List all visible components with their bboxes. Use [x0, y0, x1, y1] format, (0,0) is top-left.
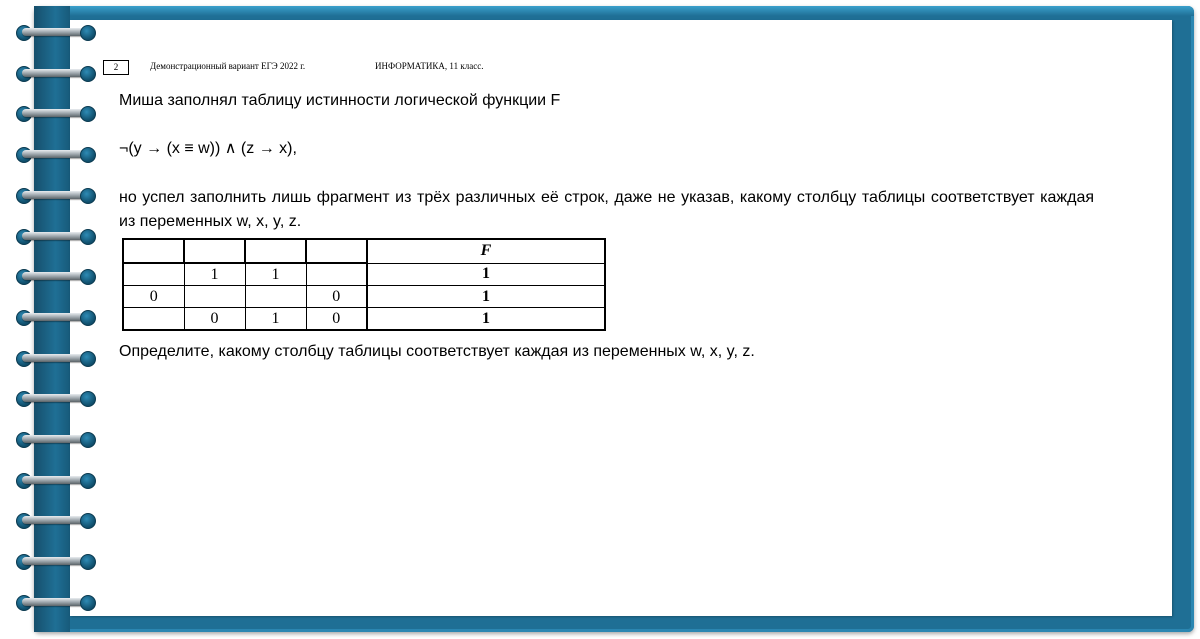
spiral-ring [16, 147, 94, 161]
truth-table-header-row [123, 239, 605, 263]
table-cell: 0 [123, 286, 184, 308]
spiral-ring [16, 106, 94, 120]
table-cell-f: 1 [367, 286, 605, 308]
page-number: 2 [103, 60, 129, 75]
header-subject: ИНФОРМАТИКА, 11 класс. [375, 61, 484, 71]
task-description: но успел заполнить лишь фрагмент из трёх различных её строк, даже не указав, какому столбцу таблицы соответствует каждая из переменных w, x, y, z. [119, 189, 1094, 230]
spiral-ring [16, 351, 94, 365]
header-cell [123, 239, 184, 263]
table-row [123, 263, 605, 286]
table-cell: 1 [184, 263, 245, 286]
spiral-ring [16, 269, 94, 283]
table-cell: 1 [245, 263, 306, 286]
task-intro: Миша заполнял таблицу истинности логической функции F [119, 92, 561, 109]
spiral-ring [16, 432, 94, 446]
table-cell-f: 1 [367, 263, 605, 286]
table-cell: 0 [306, 286, 367, 308]
spiral-ring [16, 554, 94, 568]
spiral-ring [16, 66, 94, 80]
table-row [123, 308, 605, 331]
spiral-ring [16, 310, 94, 324]
table-row [123, 286, 605, 308]
table-cell [123, 263, 184, 286]
task-formula: ¬(y → (x ≡ w)) ∧ (z → x), [119, 140, 297, 157]
table-cell: 0 [306, 308, 367, 331]
spiral-ring [16, 513, 94, 527]
header-cell [306, 239, 367, 263]
header-cell-f: F [367, 239, 605, 263]
spiral-ring [16, 391, 94, 405]
header-exam-title: Демонстрационный вариант ЕГЭ 2022 г. [150, 61, 306, 71]
spiral-ring [16, 229, 94, 243]
spiral-ring [16, 595, 94, 609]
truth-table [122, 238, 606, 331]
header-cell [184, 239, 245, 263]
table-cell [306, 263, 367, 286]
table-cell [123, 308, 184, 331]
task-question: Определите, какому столбцу таблицы соответствует каждая из переменных w, x, y, z. [119, 343, 755, 360]
table-cell: 0 [184, 308, 245, 331]
table-cell-f: 1 [367, 308, 605, 331]
header-cell [245, 239, 306, 263]
table-cell: 1 [245, 308, 306, 331]
spiral-ring [16, 473, 94, 487]
table-cell [184, 286, 245, 308]
table-cell [245, 286, 306, 308]
spiral-ring [16, 188, 94, 202]
spiral-ring [16, 25, 94, 39]
